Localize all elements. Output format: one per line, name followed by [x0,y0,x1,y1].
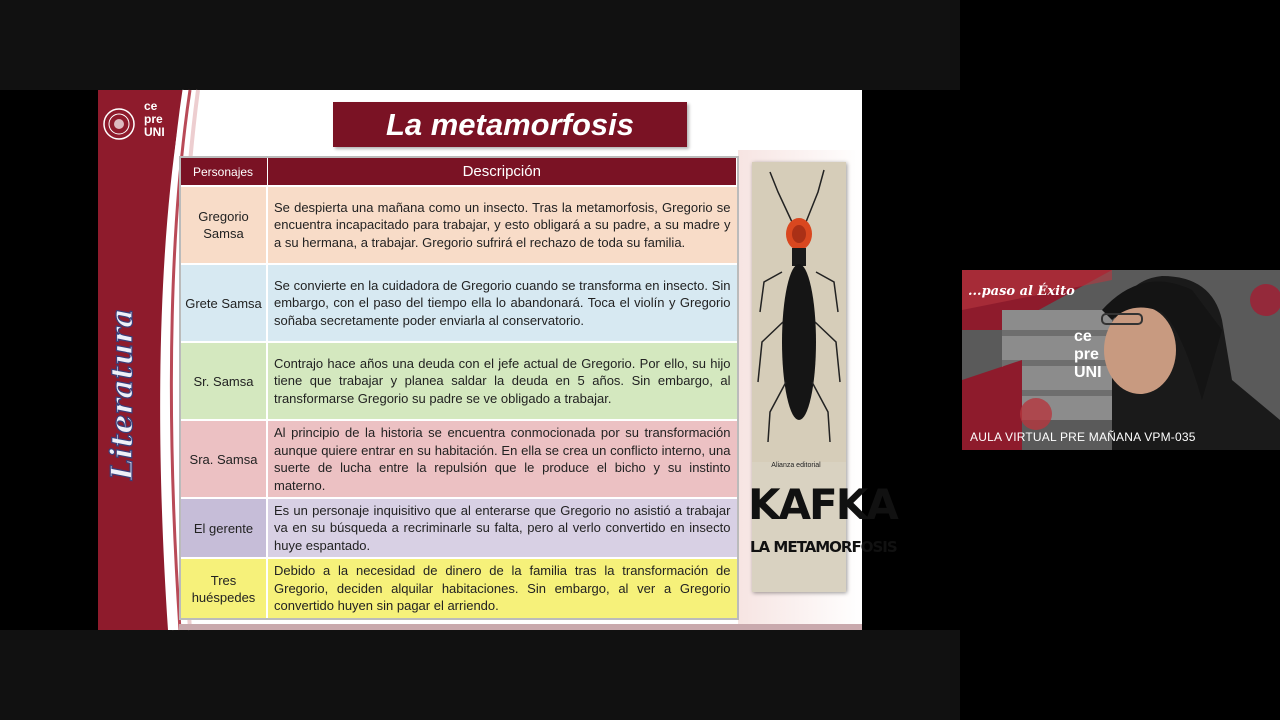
table-row [181,186,737,264]
beetle-icon [752,162,846,462]
character-name: Grete Samsa [181,264,267,342]
character-description: Debido a la necesidad de dinero de la familia tras la transformación de Gregorio, deciden alquilar habitaciones. Sin embargo, al ver a Gregorio convertido huyen sin pagar el arriendo. [267,558,737,618]
logo-line-2: pre [144,112,163,126]
character-name: Tres huéspedes [181,558,267,618]
table-row [181,420,737,498]
video-slogan-text: ...paso al Éxito [968,284,1075,299]
table-row [181,342,737,420]
video-wall-text [1074,328,1102,382]
logo-text [144,100,165,139]
header-personajes: Personajes [181,158,267,186]
side-title-text: Literatura [105,308,140,480]
university-seal-icon [102,96,136,152]
table-row [181,498,737,558]
video-caption: AULA VIRTUAL PRE MAÑANA VPM-035 [970,430,1196,444]
video-wall-line-3: UNI [1074,364,1102,381]
webcam-thumbnail [962,270,1280,450]
slide-footer-strip [179,624,862,630]
character-description: Es un personaje inquisitivo que al enterarse que Gregorio no asistió a trabajar va en su búsqueda a recriminarle su falta, pero al verlo convertido en insecto huye espantado. [267,498,737,558]
presentation-slide [98,90,897,630]
character-description: Se convierte en la cuidadora de Gregorio cuando se transforma en insecto. Sin embargo, con el paso del tiempo ella lo abandonará. Toca el violín y Gregorio soñaba secretamente poder enviarla al conservatorio. [267,264,737,342]
book-publisher: Alianza editorial [771,462,821,469]
character-name: Sra. Samsa [181,420,267,498]
book-cover-image [748,162,897,592]
book-subtitle: LA METAMORFOSIS [750,538,897,556]
character-name: Gregorio Samsa [181,186,267,264]
slide-title: La metamorfosis [333,102,687,147]
side-title [102,255,142,485]
video-wall-line-1: ce [1074,328,1092,345]
cepreuni-logo [98,90,184,160]
characters-table [179,156,739,620]
character-description: Contrajo hace años una deuda con el jefe actual de Gregorio. Por ello, su hijo tiene que trabajar y planea saldar la deuda en 5 años. Sin embargo, al transformarse Gregorio su padre se ve obligado a trabajar. [267,342,737,420]
book-author: KAFKA [748,480,897,529]
character-description: Se despierta una mañana como un insecto. Tras la metamorfosis, Gregorio se encuentra incapacitado para trabajar, y esto obligará a su padre, a su madre y a su hermana, a trabajar. Gregorio sufrirá el rechazo de toda su familia. [267,186,737,264]
logo-line-1: ce [144,99,158,113]
table-row [181,264,737,342]
character-name: Sr. Samsa [181,342,267,420]
logo-line-3: UNI [144,125,165,139]
character-name: El gerente [181,498,267,558]
bottom-black-band [0,630,960,720]
top-black-band [0,0,960,90]
table-row [181,558,737,618]
character-description: Al principio de la historia se encuentra conmocionada por su transformación aunque quiere entrar en su habitación. En ella se crea un conflicto interno, una suerte de lucha entre la repulsión que le produce el bicho y su instinto materno. [267,420,737,498]
video-wall-line-2: pre [1074,346,1099,363]
header-descripcion: Descripción [267,158,737,186]
